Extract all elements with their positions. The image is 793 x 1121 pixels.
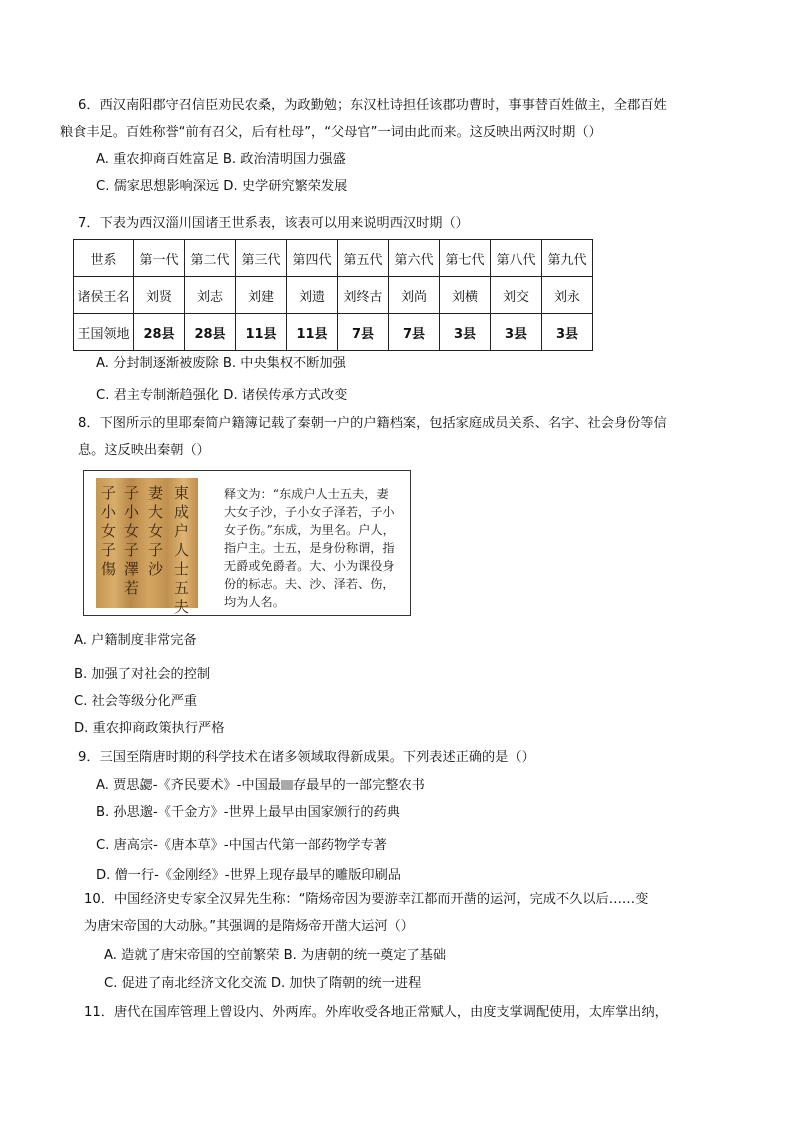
slip-column: 東成户人士五夫 <box>174 484 190 616</box>
q9-option-a-text-rest: 存最早的一部完整农书 <box>292 778 425 793</box>
q6-options-cd: C. 儒家思想影响深远 D. 史学研究繁荣发展 <box>96 179 348 194</box>
q10-stem-line1: 10．中国经济史专家全汉昇先生称：“隋炀帝因为要游幸江都而开凿的运河，完成不久以后……变 <box>84 892 649 907</box>
q8-option-c: C. 社会等级分化严重 <box>74 694 198 709</box>
table-cell: 刘建 <box>236 277 287 314</box>
table-cell: 第四代 <box>287 240 338 277</box>
table-cell: 3县 <box>440 314 491 351</box>
table-cell: 王国领地 <box>74 314 134 351</box>
figure-caption: 释文为：“东成户人士五夫，妻大女子沙，子小女子泽若，子小女子伤。”东成，为里名。户人，指户主。士五，是身份称谓，指无爵或免爵者。大、小为课役身份的标志。夫、沙、泽若、伤，均为人名。 <box>224 487 395 609</box>
q9-option-a <box>96 776 425 796</box>
table-cell: 第二代 <box>185 240 236 277</box>
table-cell: 世系 <box>74 240 134 277</box>
table-cell: 第九代 <box>542 240 593 277</box>
q7-options-ab: A. 分封制逐渐被废除 B. 中央集权不断加强 <box>96 356 346 371</box>
q10-options-cd: C. 促进了南北经济文化交流 D. 加快了隋朝的统一进程 <box>104 976 422 991</box>
table-cell: 7县 <box>389 314 440 351</box>
q10-options-ab: A. 造就了唐宋帝国的空前繁荣 B. 为唐朝的统一奠定了基础 <box>104 948 447 963</box>
slip-column: 妻大女子沙 <box>148 484 164 578</box>
q9-option-b: B. 孙思邈-《千金方》-世界上最早由国家颁行的药典 <box>96 805 400 820</box>
q8-option-d: D. 重农抑商政策执行严格 <box>74 721 225 736</box>
table-cell: 刘终古 <box>338 277 389 314</box>
table-cell: 28县 <box>185 314 236 351</box>
table-cell: 3县 <box>491 314 542 351</box>
q7-stem: 7．下表为西汉淄川国诸王世系表，该表可以用来说明西汉时期（） <box>78 216 469 231</box>
table-cell: 第六代 <box>389 240 440 277</box>
table-cell: 3县 <box>542 314 593 351</box>
genealogy-table <box>73 239 593 351</box>
table-cell: 刘尚 <box>389 277 440 314</box>
table-cell: 第五代 <box>338 240 389 277</box>
q8-stem-line1: 8．下图所示的里耶秦简户籍簿记载了秦朝一户的户籍档案，包括家庭成员关系、名字、社会身份等信 <box>78 416 667 431</box>
table-cell: 诸侯王名 <box>74 277 134 314</box>
q9-option-c: C. 唐高宗-《唐本草》-中国古代第一部药物学专著 <box>96 838 387 853</box>
table-row <box>74 277 593 314</box>
table-row <box>74 314 593 351</box>
table-cell: 刘横 <box>440 277 491 314</box>
table-cell: 第三代 <box>236 240 287 277</box>
q10-stem-line2: 为唐宋帝国的大动脉。”其强调的是隋炀帝开凿大运河（） <box>84 919 414 934</box>
placeholder-mark-icon <box>281 780 293 790</box>
q9-stem: 9．三国至隋唐时期的科学技术在诸多领域取得新成果。下列表述正确的是（） <box>78 750 535 765</box>
q8-option-a: A. 户籍制度非常完备 <box>74 633 197 648</box>
table-cell: 第七代 <box>440 240 491 277</box>
table-cell: 28县 <box>134 314 185 351</box>
q6-options-ab: A. 重农抑商百姓富足 B. 政治清明国力强盛 <box>96 152 346 167</box>
table-cell: 第一代 <box>134 240 185 277</box>
q11-stem-line1: 11．唐代在国库管理上曾设内、外两库。外库收受各地正常赋人，由度支掌调配使用，太库掌出纳， <box>84 1005 668 1020</box>
q9-option-a-text: A. 贾思勰-《齐民要术》-中国最 <box>96 778 281 793</box>
table-cell: 11县 <box>287 314 338 351</box>
bamboo-slip-image <box>96 478 198 616</box>
table-cell: 第八代 <box>491 240 542 277</box>
qin-bamboo-slip-figure <box>83 470 411 616</box>
table-cell: 刘交 <box>491 277 542 314</box>
slip-column: 子小女子傷 <box>101 484 117 578</box>
q6-stem-line2: 粮食丰足。百姓称誉“前有召父，后有杜母”，“父母官”一词由此而来。这反映出两汉时期（） <box>60 125 602 140</box>
q8-stem-line2: 息。这反映出秦朝（） <box>78 443 210 458</box>
q6-stem-line1: 6．西汉南阳郡守召信臣劝民农桑，为政勤勉；东汉杜诗担任该郡功曹时，事事替百姓做主，全郡百姓 <box>78 98 667 113</box>
slip-column: 子小女子澤若 <box>124 484 140 597</box>
q8-option-b: B. 加强了对社会的控制 <box>74 667 211 682</box>
table-cell: 刘贤 <box>134 277 185 314</box>
q7-options-cd: C. 君主专制渐趋强化 D. 诸侯传承方式改变 <box>96 388 348 403</box>
table-cell: 7县 <box>338 314 389 351</box>
table-cell: 11县 <box>236 314 287 351</box>
table-row <box>74 240 593 277</box>
table-cell: 刘遗 <box>287 277 338 314</box>
table-cell: 刘永 <box>542 277 593 314</box>
table-cell: 刘志 <box>185 277 236 314</box>
q9-option-d: D. 僧一行-《金刚经》-世界上现存最早的雕版印刷品 <box>96 868 401 883</box>
